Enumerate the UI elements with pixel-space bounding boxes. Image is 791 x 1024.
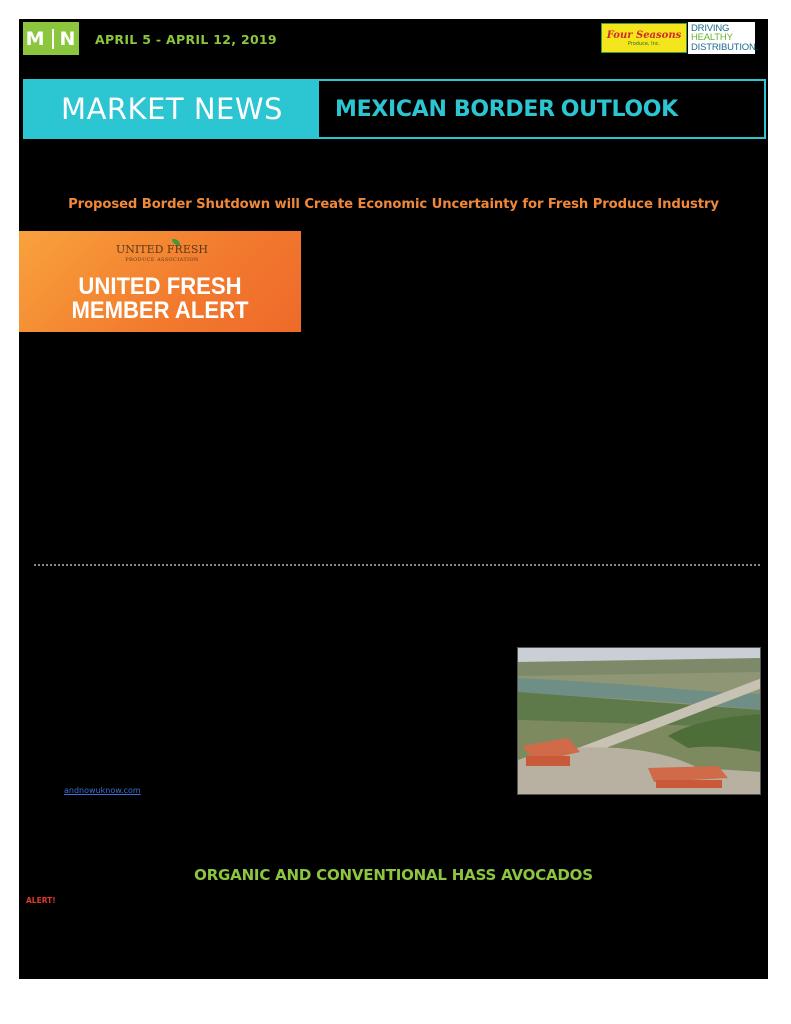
banner-border-text: MEXICAN BORDER <box>335 96 555 122</box>
market-news-badge <box>23 22 79 55</box>
united-fresh-logo-sub: PRODUCE ASSOCIATION <box>125 257 199 263</box>
section-divider <box>34 564 760 566</box>
banner-market-news <box>25 81 319 137</box>
page-background <box>19 19 768 979</box>
title-banner <box>23 79 766 139</box>
article-headline: Proposed Border Shutdown will Create Economic Uncertainty for Fresh Produce Industry <box>68 197 719 212</box>
badge-letter-n: N <box>59 27 77 50</box>
alert-label: ALERT! <box>26 896 56 905</box>
four-seasons-logo-sub: Produce, Inc. <box>627 40 661 47</box>
dhd-logo-line-1: DRIVING <box>691 22 730 34</box>
member-alert-line-1: UNITED FRESH <box>78 273 242 300</box>
four-seasons-logo-name: Four Seasons <box>606 29 682 41</box>
banner-outlook-text: OUTLOOK <box>560 96 678 122</box>
banner-market-news-text: MARKET NEWS <box>61 92 283 126</box>
dhd-logo-line-2: HEALTHY <box>691 32 733 44</box>
dhd-logo-line-3: DISTRIBUTION. <box>691 41 759 53</box>
border-bridge-photo <box>517 647 761 795</box>
source-link[interactable]: andnowuknow.com <box>64 786 141 795</box>
date-range: APRIL 5 - APRIL 12, 2019 <box>95 32 277 47</box>
driving-healthy-distribution-logo <box>688 22 759 54</box>
badge-divider <box>52 29 54 49</box>
united-fresh-logo-name: UNITED FRESH <box>116 243 208 256</box>
united-fresh-logo <box>107 243 217 269</box>
united-fresh-member-alert-image <box>19 231 301 332</box>
avocados-section-heading: ORGANIC AND CONVENTIONAL HASS AVOCADOS <box>194 866 593 884</box>
badge-letter-m: M <box>25 27 46 50</box>
border-bridge-illustration <box>518 648 761 795</box>
four-seasons-logo <box>601 23 687 53</box>
member-alert-line-2: MEMBER ALERT <box>71 297 249 324</box>
member-alert-title <box>30 275 289 323</box>
banner-border-outlook <box>319 81 764 137</box>
